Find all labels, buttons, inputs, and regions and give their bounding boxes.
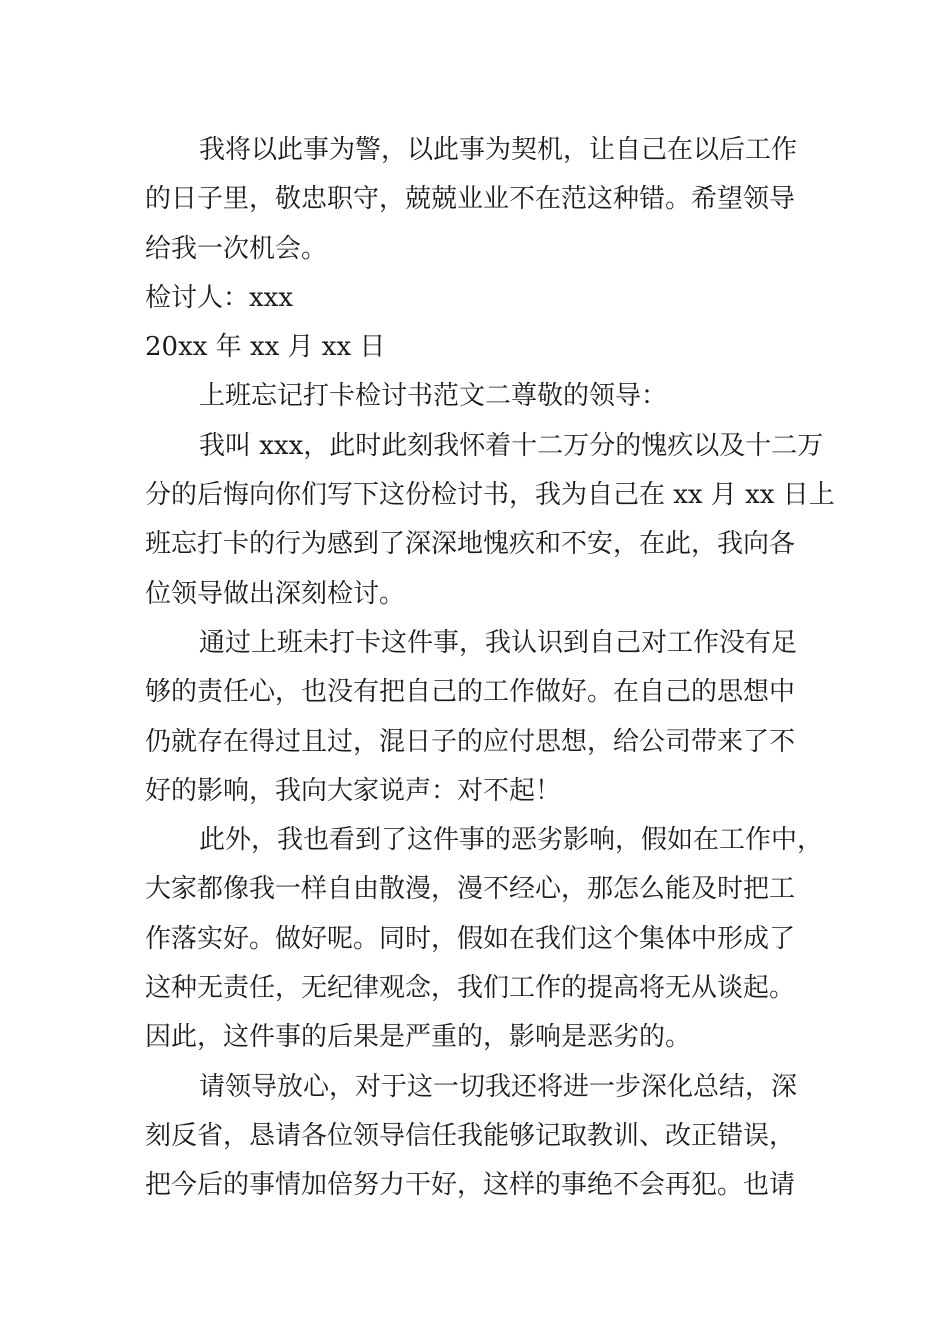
text-line: 大家都像我一样自由散漫，漫不经心，那怎么能及时把工 [145,874,796,905]
text-line: 给我一次机会。 [145,233,328,264]
signature-line: 检讨人：xxx [145,282,293,313]
text-line: 班忘打卡的行为感到了深深地愧疚和不安，在此，我向各 [145,529,796,560]
text-line: 作落实好。做好呢。同时，假如在我们这个集体中形成了 [145,923,796,954]
text-line: 把今后的事情加倍努力干好，这样的事绝不会再犯。也请 [145,1170,796,1201]
text-line: 通过上班未打卡这件事，我认识到自己对工作没有足 [199,627,798,658]
text-line: 此外，我也看到了这件事的恶劣影响，假如在工作中， [199,825,824,856]
text-line: 好的影响，我向大家说声：对不起！ [145,775,562,806]
document-body [145,126,835,1211]
text-line: 刻反省，恳请各位领导信任我能够记取教训、改正错误， [145,1120,796,1151]
text-line: 够的责任心，也没有把自己的工作做好。在自己的思想中 [145,677,796,708]
text-line: 的日子里，敬忠职守，兢兢业业不在范这种错。希望领导 [145,184,796,215]
date-line: 20xx 年 xx 月 xx 日 [145,332,386,363]
text-line: 因此，这件事的后果是严重的，影响是恶劣的。 [145,1022,692,1053]
text-line: 这种无责任，无纪律观念，我们工作的提高将无从谈起。 [145,973,796,1004]
text-line: 仍就存在得过且过，混日子的应付思想，给公司带来了不 [145,726,796,757]
text-line: 我叫 xxx，此时此刻我怀着十二万分的愧疚以及十二万 [199,430,824,461]
section-heading: 上班忘记打卡检讨书范文二尊敬的领导： [199,381,668,412]
text-line: 分的后悔向你们写下这份检讨书，我为自己在 xx 月 xx 日上 [145,480,835,511]
text-line: 请领导放心，对于这一切我还将进一步深化总结，深 [199,1071,798,1102]
text-line: 我将以此事为警，以此事为契机，让自己在以后工作 [199,135,798,165]
text-line: 位领导做出深刻检讨。 [145,578,406,609]
